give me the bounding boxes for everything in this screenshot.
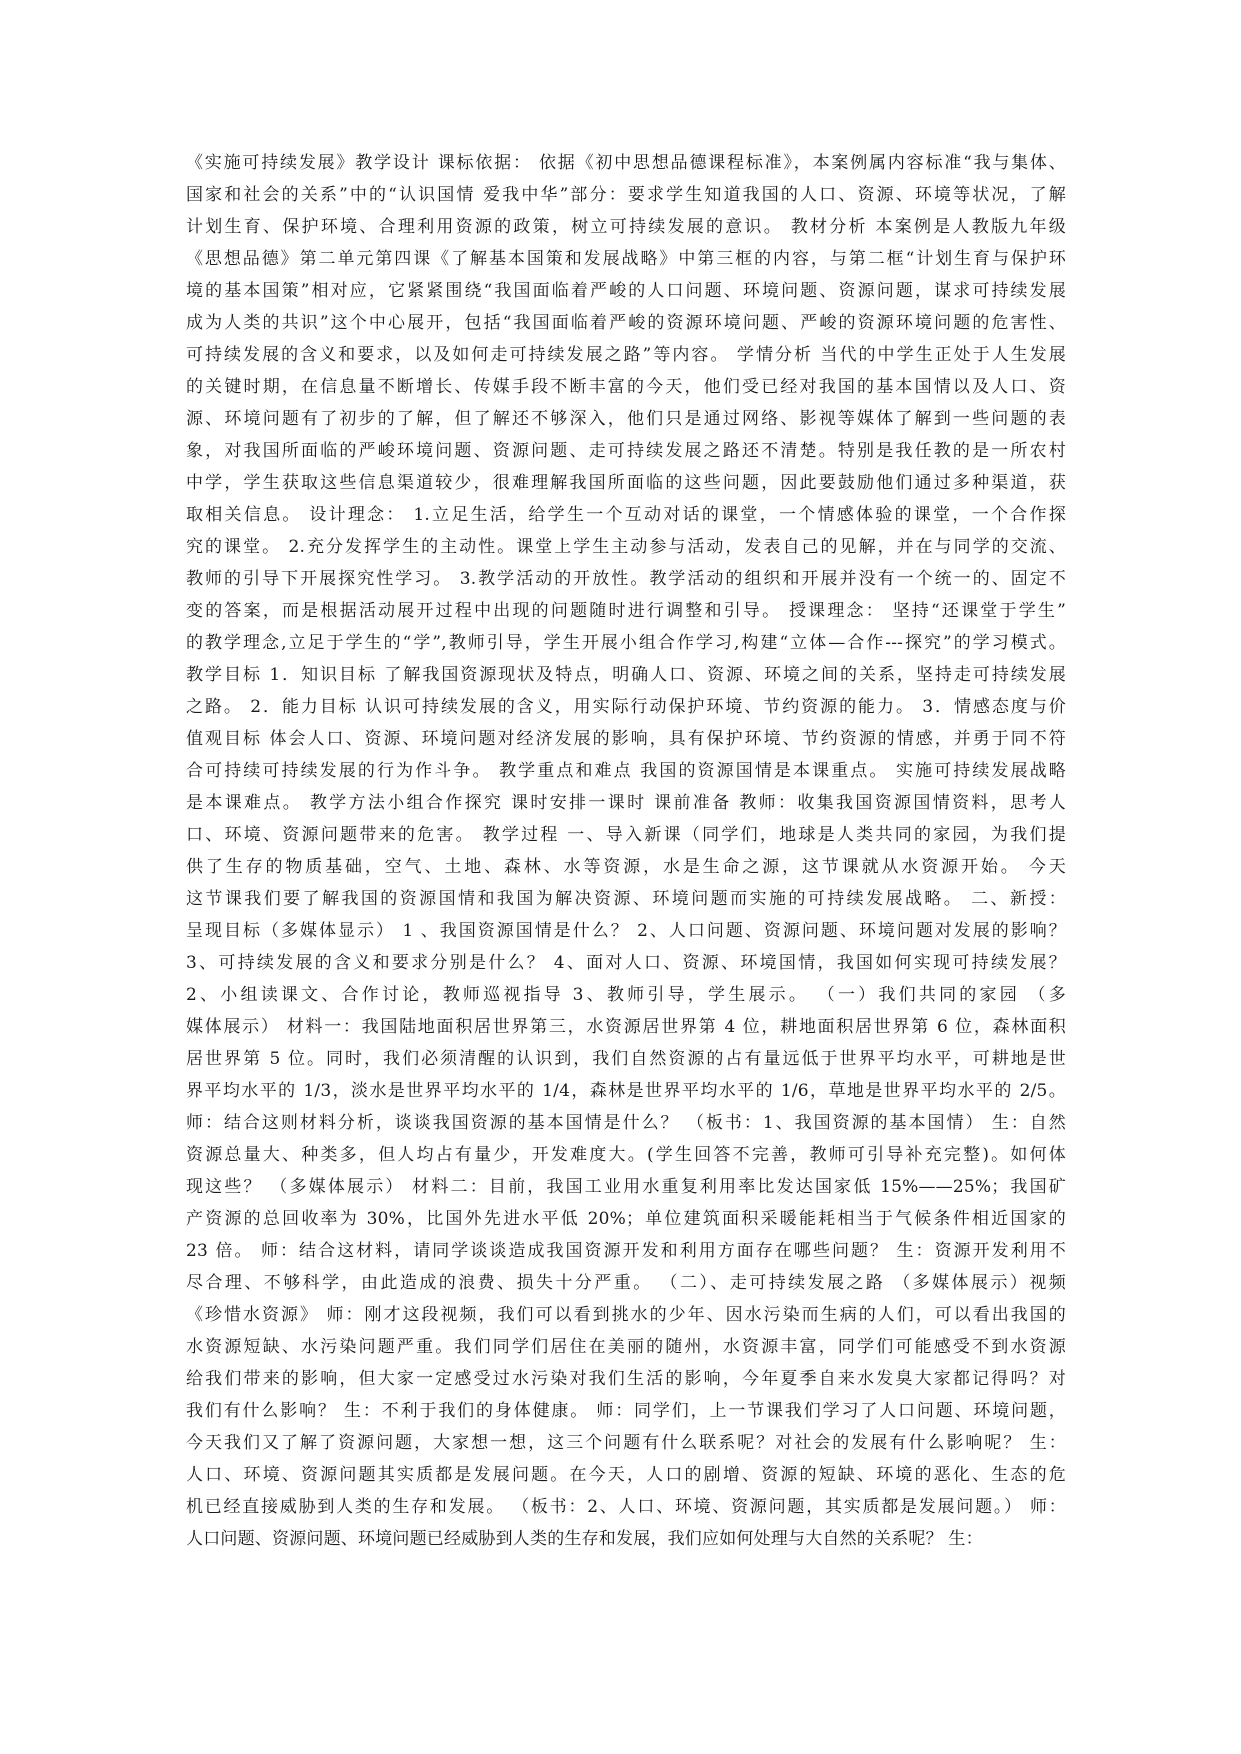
text-line: 媒体展示） 材料一：我国陆地面积居世界第三，水资源居世界第 4 位，耕地面积居世界第 6 位，森林面积 bbox=[186, 1017, 1066, 1037]
text-line: 产资源的总回收率为 30%，比国外先进水平低 20%；单位建筑面积采暖能耗相当于气候条件相近国家的 bbox=[186, 1209, 1066, 1229]
text-line: 呈现目标（多媒体显示） 1 、我国资源国情是什么？ 2、人口问题、资源问题、环境问题对发展的影响？ bbox=[186, 921, 1066, 941]
text-line: 的关键时期，在信息量不断增长、传媒手段不断丰富的今天，他们受已经对我国的基本国情以及人口、资 bbox=[186, 377, 1066, 397]
text-line: 象，对我国所面临的严峻环境问题、资源问题、走可持续发展之路还不清楚。特别是我任教的是一所农村 bbox=[186, 441, 1066, 461]
text-line: 中学，学生获取这些信息渠道较少，很难理解我国所面临的这些问题，因此要鼓励他们通过多种渠道，获 bbox=[186, 473, 1066, 493]
text-line: 境的基本国策”相对应，它紧紧围绕“我国面临着严峻的人口问题、环境问题、资源问题，谋求可持续发展 bbox=[186, 281, 1066, 301]
text-line: 《珍惜水资源》 师：刚才这段视频，我们可以看到挑水的少年、因水污染而生病的人们，可以看出我国的 bbox=[186, 1305, 1066, 1325]
text-line: 我们有什么影响？ 生：不利于我们的身体健康。 师：同学们，上一节课我们学习了人口问题、环境问题， bbox=[186, 1401, 1066, 1421]
text-line: 值观目标 体会人口、资源、环境问题对经济发展的影响，具有保护环境、节约资源的情感，并勇于同不符 bbox=[186, 729, 1066, 749]
text-line: 人口、环境、资源问题其实质都是发展问题。在今天，人口的剧增、资源的短缺、环境的恶化、生态的危 bbox=[186, 1465, 1066, 1485]
text-line: 是本课难点。 教学方法小组合作探究 课时安排一课时 课前准备 教师：收集我国资源国情资料，思考人 bbox=[186, 793, 1066, 813]
text-line: 源、环境问题有了初步的了解，但了解还不够深入，他们只是通过网络、影视等媒体了解到一些问题的表 bbox=[186, 409, 1066, 429]
text-line: 尽合理、不够科学，由此造成的浪费、损失十分严重。 （二）、走可持续发展之路 （多媒体展示）视频 bbox=[186, 1273, 1066, 1293]
text-line: 《思想品德》第二单元第四课《了解基本国策和发展战略》中第三框的内容，与第二框“计划生育与保护环 bbox=[186, 249, 1066, 269]
text-line: 今天我们又了解了资源问题，大家想一想，这三个问题有什么联系呢？对社会的发展有什么影响呢？ 生： bbox=[186, 1433, 1066, 1453]
text-line: 人口问题、资源问题、环境问题已经威胁到人类的生存和发展，我们应如何处理与大自然的关系呢？ 生： bbox=[186, 1529, 983, 1549]
text-line: 可持续发展的含义和要求，以及如何走可持续发展之路”等内容。 学情分析 当代的中学生正处于人生发展 bbox=[186, 345, 1066, 365]
text-line: 给我们带来的影响，但大家一定感受过水污染对我们生活的影响，今年夏季自来水发臭大家都记得吗？对 bbox=[186, 1369, 1066, 1389]
text-line: 现这些？ （多媒体展示） 材料二：目前，我国工业用水重复利用率比发达国家低 15%——25%；我国矿 bbox=[186, 1177, 1066, 1197]
text-line: 机已经直接威胁到人类的生存和发展。 （板书：2、人口、环境、资源问题，其实质都是发展问题。） 师： bbox=[186, 1497, 1066, 1517]
text-line: 居世界第 5 位。同时，我们必须清醒的认识到，我们自然资源的占有量远低于世界平均水平，可耕地是世 bbox=[186, 1049, 1066, 1069]
text-line: 23 倍。 师：结合这材料，请同学谈谈造成我国资源开发和利用方面存在哪些问题？ 生：资源开发利用不 bbox=[186, 1241, 1066, 1261]
text-line: 口、环境、资源问题带来的危害。 教学过程 一、导入新课（同学们，地球是人类共同的家园，为我们提 bbox=[186, 825, 1066, 845]
text-line: 这节课我们要了解我国的资源国情和我国为解决资源、环境问题而实施的可持续发展战略。 二、新授： bbox=[186, 889, 1066, 909]
text-line: 变的答案，而是根据活动展开过程中出现的问题随时进行调整和引导。 授课理念： 坚持“还课堂于学生” bbox=[186, 601, 1066, 621]
text-line: 计划生育、保护环境、合理利用资源的政策，树立可持续发展的意识。 教材分析 本案例是人教版九年级 bbox=[186, 217, 1066, 237]
text-line: 供了生存的物质基础，空气、土地、森林、水等资源，水是生命之源，这节课就从水资源开始。 今天 bbox=[186, 857, 1066, 877]
text-line: 之路。 2．能力目标 认识可持续发展的含义，用实际行动保护环境、节约资源的能力。 3．情感态度与价 bbox=[186, 697, 1066, 717]
text-line: 水资源短缺、水污染问题严重。我们同学们居住在美丽的随州，水资源丰富，同学们可能感受不到水资源 bbox=[186, 1337, 1066, 1357]
text-line: 2、小组读课文、合作讨论，教师巡视指导 3、教师引导，学生展示。 （一）我们共同的家园 （多 bbox=[186, 985, 1066, 1005]
text-line: 3、可持续发展的含义和要求分别是什么？ 4、面对人口、资源、环境国情，我国如何实现可持续发展？ bbox=[186, 953, 1066, 973]
text-line: 取相关信息。 设计理念： 1.立足生活，给学生一个互动对话的课堂，一个情感体验的课堂，一个合作探 bbox=[186, 505, 1066, 525]
text-line: 教师的引导下开展探究性学习。 3.教学活动的开放性。教学活动的组织和开展并没有一个统一的、固定不 bbox=[186, 569, 1066, 589]
text-line: 师：结合这则材料分析，谈谈我国资源的基本国情是什么？ （板书：1、我国资源的基本国情） 生：自然 bbox=[186, 1113, 1066, 1133]
text-line: 《实施可持续发展》教学设计 课标依据： 依据《初中思想品德课程标准》，本案例属内容标准“我与集体、 bbox=[186, 153, 1066, 173]
text-line: 究的课堂。 2.充分发挥学生的主动性。课堂上学生主动参与活动，发表自己的见解，并在与同学的交流、 bbox=[186, 537, 1066, 557]
text-line: 教学目标 1．知识目标 了解我国资源现状及特点，明确人口、资源、环境之间的关系，坚持走可持续发展 bbox=[186, 665, 1066, 685]
text-line: 国家和社会的关系”中的“认识国情 爱我中华”部分：要求学生知道我国的人口、资源、环境等状况，了解 bbox=[186, 185, 1066, 205]
text-line: 合可持续可持续发展的行为作斗争。 教学重点和难点 我国的资源国情是本课重点。 实施可持续发展战略 bbox=[186, 761, 1066, 781]
document-body bbox=[186, 147, 1066, 1555]
text-line: 界平均水平的 1/3，淡水是世界平均水平的 1/4，森林是世界平均水平的 1/6，草地是世界平均水平的 2/5。 bbox=[186, 1081, 1066, 1101]
text-line: 的教学理念,立足于学生的“学”,教师引导，学生开展小组合作学习,构建“立体—合作---探究”的学习模式。 bbox=[186, 633, 1066, 653]
text-line: 资源总量大、种类多，但人均占有量少，开发难度大。(学生回答不完善，教师可引导补充完整)。如何体 bbox=[186, 1145, 1066, 1165]
text-line: 成为人类的共识”这个中心展开，包括“我国面临着严峻的资源环境问题、严峻的资源环境问题的危害性、 bbox=[186, 313, 1066, 333]
